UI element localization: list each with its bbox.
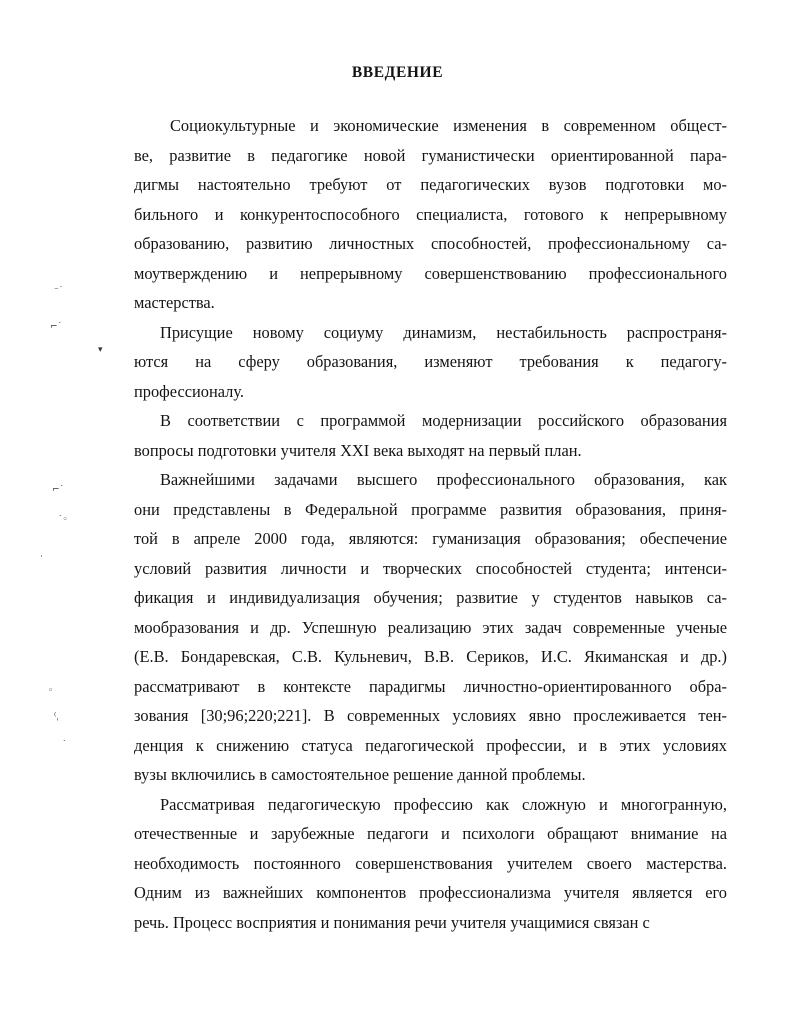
paragraph	[134, 111, 727, 318]
text-line: мастерства.	[134, 293, 215, 312]
paragraph	[134, 406, 727, 465]
text-line: необходимость постоянного совершенствования учителем своего мастерства.	[134, 853, 727, 873]
text-line: они представлены в Федеральной программе развития образования, приня-	[134, 499, 727, 519]
text-line: вузы включились в самостоятельное решение данной проблемы.	[134, 765, 586, 784]
text-line: моутверждению и непрерывному совершенствованию профессионального	[134, 263, 727, 283]
text-line: образованию, развитию личностных способностей, профессиональному са-	[134, 234, 727, 253]
text-line: (Е.В. Бондаревская, С.В. Кульневич, В.В. Сериков, И.С. Якиманская и др.)	[134, 647, 727, 666]
text-line: мообразования и др. Успешную реализацию этих задач современные ученые	[134, 617, 727, 637]
text-line: условий развития личности и творческих способностей студента; интенси-	[134, 558, 727, 578]
scan-mark: ◦	[48, 686, 54, 696]
text-line: рассматривают в контексте парадигмы личностно-ориентированного обра-	[134, 676, 727, 696]
text-line: вопросы подготовки учителя XXI века выходят на первый план.	[134, 440, 582, 460]
text-line: фикация и индивидуализация обучения; развитие у студентов навыков са-	[134, 588, 727, 607]
text-line: дигмы настоятельно требуют от педагогических вузов подготовки мо-	[134, 175, 727, 194]
text-line: бильного и конкурентоспособного специалиста, готового к непрерывному	[134, 204, 727, 224]
scan-mark: ˙	[62, 740, 67, 750]
scan-mark: ˙◦	[58, 515, 68, 525]
text-line: Рассматривая педагогическую профессию как сложную и многогранную,	[160, 794, 727, 814]
text-line: Присущие новому социуму динамизм, нестабильность распространя-	[160, 322, 727, 342]
text-line: Социокультурные и экономические изменения в современном общест-	[170, 116, 727, 135]
scan-mark: ▾	[98, 345, 103, 355]
scan-mark: ⌐˙	[50, 322, 63, 332]
text-line: профессионалу.	[134, 381, 245, 401]
scan-mark: ·	[40, 552, 43, 562]
text-line: речь. Процесс восприятия и понимания речи учителя учащимися связан с	[134, 912, 650, 932]
paragraph	[134, 465, 727, 790]
text-line: Важнейшими задачами высшего профессионального образования, как	[160, 470, 727, 489]
body-text	[134, 111, 727, 937]
text-line: отечественные и зарубежные педагоги и психологи обращают внимание на	[134, 824, 727, 843]
paragraph	[134, 318, 727, 407]
text-line: В соответствии с программой модернизации российского образования	[160, 411, 727, 430]
text-line: той в апреле 2000 года, являются: гуманизация образования; обеспечение	[134, 529, 727, 548]
section-heading: ВВЕДЕНИЕ	[351, 64, 444, 81]
text-line: ве, развитие в педагогике новой гуманистически ориентированной пара-	[134, 145, 727, 165]
margin-scan-artifacts	[0, 0, 120, 1026]
scan-mark: ⌐˙	[52, 485, 65, 495]
text-line: ются на сферу образования, изменяют требования к педагогу-	[134, 352, 727, 371]
scan-mark: ⁽ˌ	[54, 712, 59, 722]
paragraph	[134, 790, 727, 938]
scan-mark: ⁻˙	[54, 286, 64, 296]
text-line: зования [30;96;220;221]. В современных условиях явно прослеживается тен-	[134, 706, 727, 725]
text-line: Одним из важнейших компонентов профессионализма учителя является его	[134, 883, 727, 902]
text-line: денция к снижению статуса педагогической профессии, и в этих условиях	[134, 735, 727, 755]
